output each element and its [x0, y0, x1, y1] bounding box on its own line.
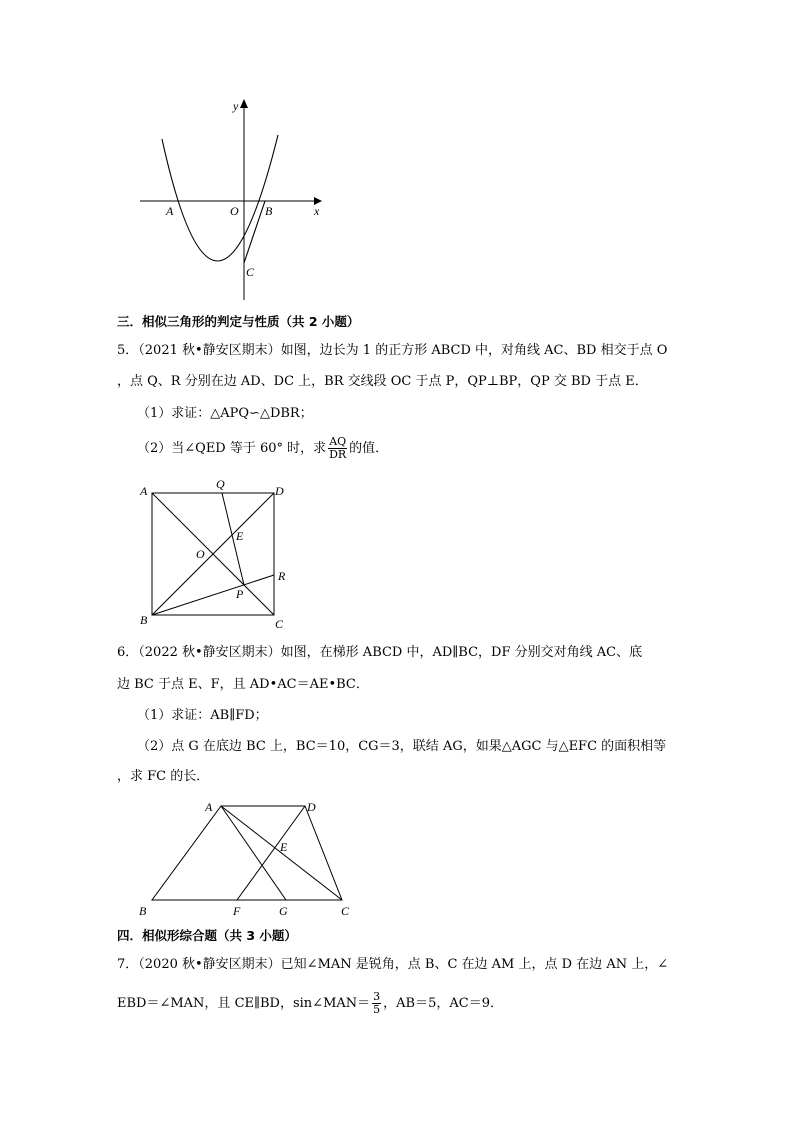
parabola-curve [162, 135, 278, 261]
y-axis-arrow [240, 99, 248, 108]
q6-number: 6． [117, 645, 139, 660]
q5-line1: 如图，边长为 1 的正方形 ABCD 中，对角线 AC、BD 相交于点 O [280, 343, 668, 358]
label-p: P [236, 587, 244, 601]
q6-part1: （1）求证：AB∥FD； [137, 708, 268, 723]
q5-frac-den: DR [329, 448, 347, 461]
q6-line2: 边 BC 于点 E、F，且 AD•AC＝AE•BC． [117, 677, 369, 692]
trapezoid-figure [130, 790, 360, 920]
q5-number: 5． [117, 343, 139, 358]
label-e: E [280, 840, 288, 854]
q5-source: （2021 秋•静安区期末） [138, 343, 281, 358]
label-o: O [230, 204, 239, 218]
q6-part2-line2: ，求 FC 的长． [117, 769, 210, 784]
square-figure [130, 472, 300, 632]
section-3-title: 三．相似三角形的判定与性质（共 2 小题） [117, 314, 360, 329]
label-f: F [233, 904, 241, 918]
label-g: G [279, 904, 288, 918]
segment-ag [221, 806, 286, 900]
q6-line1: 如图，在梯形 ABCD 中，AD∥BC，DF 分别交对角线 AC、底 [280, 645, 643, 660]
label-c: C [341, 904, 350, 918]
label-o: O [196, 547, 205, 561]
q7-source: （2020 秋•静安区期末） [138, 957, 281, 972]
q5-part1: （1）求证：△APQ∽△DBR； [137, 406, 313, 421]
segment-br [152, 575, 274, 615]
q7-frac-den: 5 [373, 1003, 381, 1016]
label-a: A [166, 204, 174, 218]
q6-part2-line1: （2）点 G 在底边 BC 上，BC＝10，CG＝3，联结 AG，如果△AGC 与△EFC 的面积相等 [137, 739, 667, 754]
label-x: x [314, 204, 320, 218]
label-d: D [307, 800, 316, 814]
label-a: A [140, 484, 148, 498]
label-y: y [233, 99, 239, 113]
q6-source: （2022 秋•静安区期末） [138, 645, 281, 660]
section-4-title: 四．相似形综合题（共 3 小题） [117, 928, 297, 943]
label-b: B [265, 204, 273, 218]
q7-line2-pre: EBD＝∠MAN，且 CE∥BD，sin∠MAN＝ [117, 996, 371, 1011]
label-e: E [236, 529, 244, 543]
q7-line1: 已知∠MAN 是锐角，点 B、C 在边 AM 上，点 D 在边 AN 上，∠ [280, 957, 669, 972]
label-c: C [275, 617, 284, 631]
q5-part2 [137, 436, 388, 461]
q5-line2: ，点 Q、R 分别在边 AD、DC 上，BR 交线段 OC 于点 P，QP⊥BP，QP 交 BD 于点 E． [117, 374, 648, 389]
q5-part2-post: 的值． [349, 441, 389, 456]
label-q: Q [216, 477, 225, 491]
label-c: C [246, 265, 255, 279]
label-b: B [140, 613, 148, 627]
label-b: B [139, 904, 147, 918]
q5-fraction [328, 436, 347, 461]
q5-frac-num: AQ [329, 435, 347, 448]
q7-number: 7． [117, 957, 139, 972]
q5-part2-pre: （2）当∠QED 等于 60° 时，求 [137, 441, 327, 456]
label-a: A [205, 800, 213, 814]
segment-bc [244, 201, 265, 263]
parabola-figure [130, 95, 330, 305]
q7-line2-post: ，AB＝5，AC＝9． [383, 996, 503, 1011]
q7-frac-num: 3 [373, 990, 381, 1003]
q7-line2 [117, 991, 503, 1016]
q7-fraction [372, 991, 381, 1016]
label-r: R [278, 569, 286, 583]
label-d: D [275, 484, 284, 498]
segment-df [237, 806, 305, 900]
